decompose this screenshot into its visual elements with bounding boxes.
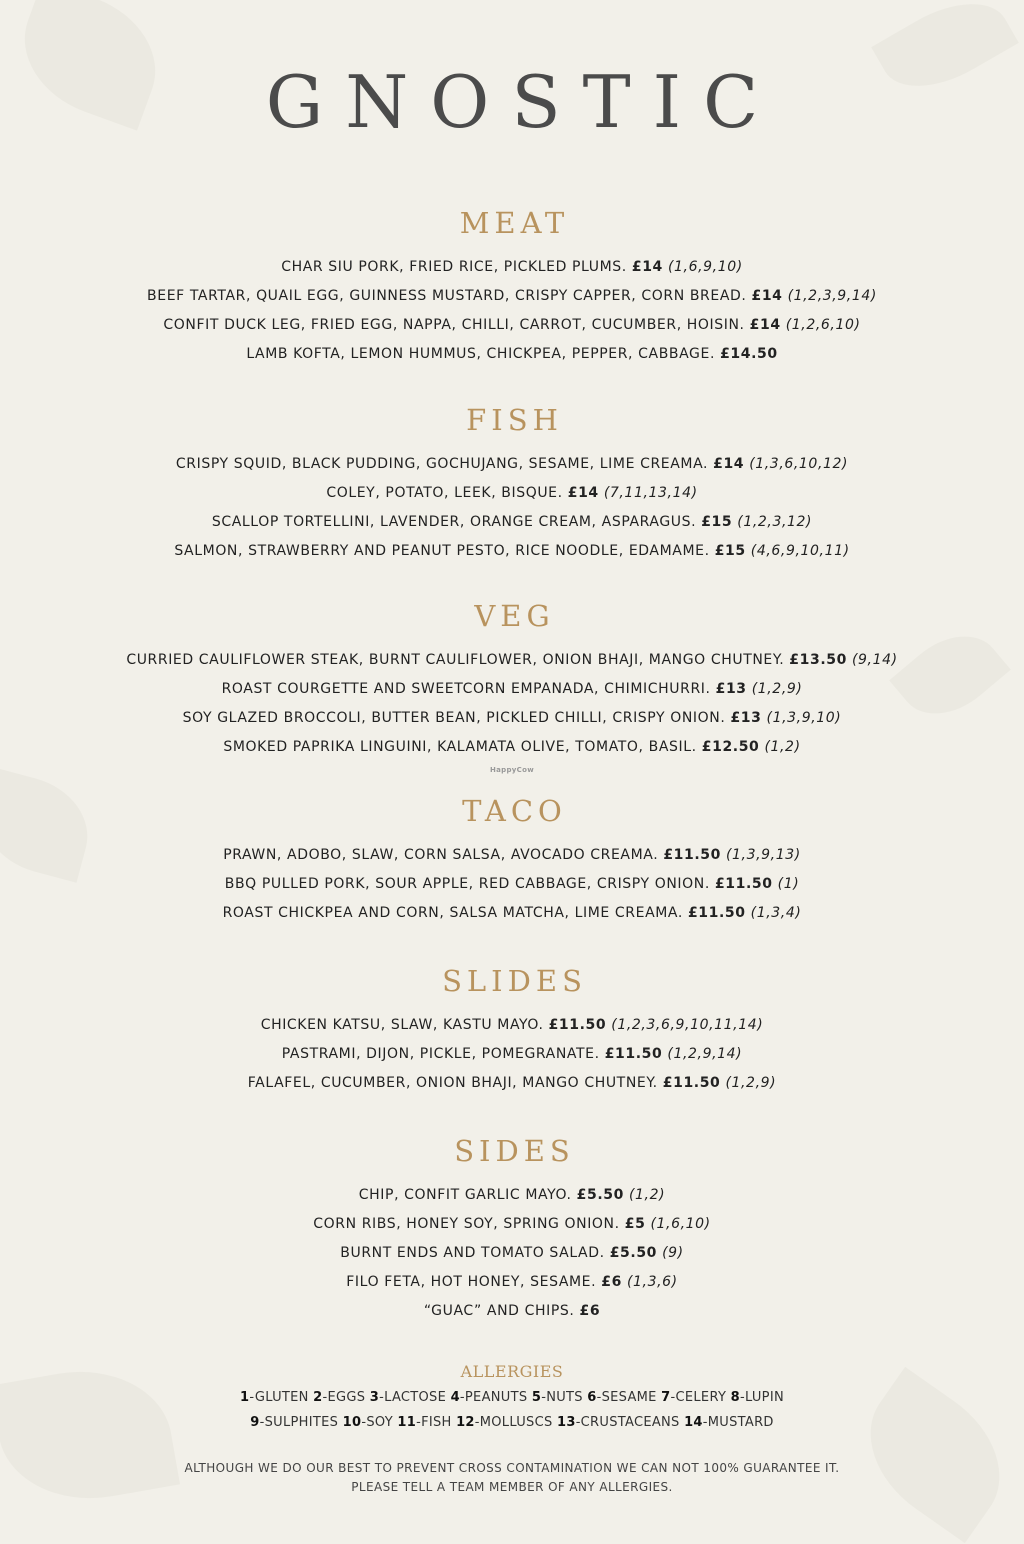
menu-item-price: £13 xyxy=(730,710,762,726)
menu-item-description: ROAST CHICKPEA AND CORN, SALSA MATCHA, LIME CREAMA. xyxy=(222,905,688,921)
menu-item xyxy=(0,1268,1024,1297)
section-heading: SIDES xyxy=(454,1134,575,1168)
watermark: HappyCow xyxy=(490,766,534,774)
menu-item-description: “GUAC” AND CHIPS. xyxy=(423,1303,580,1319)
allergen-number: 13 xyxy=(556,1415,576,1430)
menu-item-description: PASTRAMI, DIJON, PICKLE, POMEGRANATE. xyxy=(281,1046,605,1062)
allergen-number: 6 xyxy=(587,1390,597,1405)
menu-item xyxy=(0,253,1024,282)
allergen-number: 12 xyxy=(456,1415,475,1430)
menu-item xyxy=(0,479,1024,508)
menu-item xyxy=(0,450,1024,479)
menu-item xyxy=(0,282,1024,311)
menu-item-description: SCALLOP TORTELLINI, LAVENDER, ORANGE CREAM, ASPARAGUS. xyxy=(211,514,702,530)
allergen-name: -LUPIN xyxy=(739,1390,784,1405)
allergen-name: -SOY xyxy=(361,1415,393,1430)
disclaimer-line-2: PLEASE TELL A TEAM MEMBER OF ANY ALLERGIES. xyxy=(351,1480,673,1494)
menu-item-description: ROAST COURGETTE AND SWEETCORN EMPANADA, CHIMICHURRI. xyxy=(221,681,716,697)
allergen-number: 5 xyxy=(531,1390,542,1405)
menu-item-description: BURNT ENDS AND TOMATO SALAD. xyxy=(340,1245,610,1261)
menu-item xyxy=(0,1181,1024,1210)
menu-item-description: FILO FETA, HOT HONEY, SESAME. xyxy=(346,1274,602,1290)
menu-section-fish xyxy=(0,402,1024,566)
menu-item-price: £15 xyxy=(701,514,733,530)
menu-item-price: £11.50 xyxy=(604,1046,663,1062)
menu-item-price: £6 xyxy=(601,1274,622,1290)
menu-item-description: CHAR SIU PORK, FRIED RICE, PICKLED PLUMS. xyxy=(281,259,632,275)
allergen-name: -NUTS xyxy=(541,1390,583,1405)
menu-item xyxy=(0,1069,1024,1098)
menu-item-allergen-codes: (1,2,3,6,9,10,11,14) xyxy=(606,1017,764,1033)
menu-item xyxy=(0,1297,1024,1326)
menu-item-description: FALAFEL, CUCUMBER, ONION BHAJI, MANGO CHUTNEY. xyxy=(247,1075,663,1091)
allergen-number: 9 xyxy=(250,1415,260,1430)
menu-item-price: £14 xyxy=(749,317,781,333)
menu-item-price: £14 xyxy=(751,288,783,304)
allergies-line-1 xyxy=(0,1390,1024,1405)
menu-item-price: £11.50 xyxy=(714,876,773,892)
menu-item-allergen-codes: (1,2,3,12) xyxy=(732,514,813,530)
menu-section-veg xyxy=(0,598,1024,762)
menu-item-allergen-codes: (1) xyxy=(772,876,800,892)
allergen-number: 14 xyxy=(684,1415,703,1430)
section-heading: TACO xyxy=(462,794,567,828)
allergen-number: 2 xyxy=(313,1390,323,1405)
menu-item-price: £11.50 xyxy=(687,905,746,921)
allergen-name: -SESAME xyxy=(596,1390,657,1405)
menu-section-slides xyxy=(0,963,1024,1098)
allergen-name: -SULPHITES xyxy=(259,1415,339,1430)
menu-item-price: £5.50 xyxy=(609,1245,658,1261)
menu-item-allergen-codes: (1,3,4) xyxy=(745,905,802,921)
menu-item-description: CHIP, CONFIT GARLIC MAYO. xyxy=(358,1187,577,1203)
allergen-number: 7 xyxy=(661,1390,671,1405)
restaurant-title: GNOSTIC xyxy=(265,60,781,144)
allergen-name: -GLUTEN xyxy=(249,1390,309,1405)
menu-item xyxy=(0,899,1024,928)
menu-item-price: £14 xyxy=(567,485,599,501)
menu-item-allergen-codes: (7,11,13,14) xyxy=(598,485,698,501)
menu-item-description: CRISPY SQUID, BLACK PUDDING, GOCHUJANG, SESAME, LIME CREAMA. xyxy=(175,456,714,472)
menu-item-price: £5 xyxy=(624,1216,646,1232)
menu-item-price: £14.50 xyxy=(720,346,778,362)
menu-item-allergen-codes: (1,2,9) xyxy=(720,1075,777,1091)
menu-item-allergen-codes: (1,6,9,10) xyxy=(662,259,743,275)
menu-item-description: COLEY, POTATO, LEEK, BISQUE. xyxy=(326,485,568,501)
menu-item-price: £5.50 xyxy=(576,1187,624,1203)
menu-item-allergen-codes: (1,3,9,13) xyxy=(720,847,801,863)
allergen-number: 1 xyxy=(240,1390,250,1405)
allergies-line-2 xyxy=(0,1415,1024,1430)
menu-item-description: SOY GLAZED BROCCOLI, BUTTER BEAN, PICKLED CHILLI, CRISPY ONION. xyxy=(182,710,731,726)
menu-item-description: LAMB KOFTA, LEMON HUMMUS, CHICKPEA, PEPPER, CABBAGE. xyxy=(246,346,721,362)
allergen-number: 8 xyxy=(730,1390,740,1405)
menu-item-price: £12.50 xyxy=(701,739,760,755)
menu-item-price: £13 xyxy=(715,681,747,697)
allergen-name: -LACTOSE xyxy=(379,1390,447,1405)
menu-item-price: £14 xyxy=(631,259,663,275)
allergies-heading: ALLERGIES xyxy=(460,1362,564,1381)
menu-item xyxy=(0,537,1024,566)
menu-item-description: BEEF TARTAR, QUAIL EGG, GUINNESS MUSTARD, CRISPY CAPPER, CORN BREAD. xyxy=(147,288,752,304)
menu-item-description: PRAWN, ADOBO, SLAW, CORN SALSA, AVOCADO CREAMA. xyxy=(223,847,664,863)
menu-item-description: SALMON, STRAWBERRY AND PEANUT PESTO, RICE NOODLE, EDAMAME. xyxy=(174,543,715,559)
section-heading: MEAT xyxy=(459,206,570,240)
menu-item-price: £13.50 xyxy=(789,652,847,668)
allergen-name: -EGGS xyxy=(322,1390,366,1405)
allergen-name: -FISH xyxy=(416,1415,452,1430)
menu-item xyxy=(0,646,1024,675)
menu-item xyxy=(0,1011,1024,1040)
allergen-name: -CRUSTACEANS xyxy=(575,1415,680,1430)
allergen-number: 11 xyxy=(397,1415,417,1430)
section-heading: FISH xyxy=(466,403,563,437)
menu-item-allergen-codes: (1,3,6) xyxy=(621,1274,678,1290)
disclaimer-line-1: ALTHOUGH WE DO OUR BEST TO PREVENT CROSS CONTAMINATION WE CAN NOT 100% GUARANTEE IT. xyxy=(184,1461,840,1475)
allergen-name: -MOLLUSCS xyxy=(474,1415,553,1430)
allergen-name: -PEANUTS xyxy=(459,1390,528,1405)
menu-item xyxy=(0,733,1024,762)
menu-item-allergen-codes: (1,2) xyxy=(759,739,801,755)
menu-item xyxy=(0,841,1024,870)
menu-item-allergen-codes: (9,14) xyxy=(846,652,898,668)
menu-section-taco xyxy=(0,793,1024,928)
menu-section-meat xyxy=(0,205,1024,369)
menu-item xyxy=(0,870,1024,899)
section-heading: VEG xyxy=(474,599,555,633)
menu-item xyxy=(0,340,1024,369)
menu-item-price: £14 xyxy=(713,456,745,472)
menu-item xyxy=(0,508,1024,537)
menu-item-allergen-codes: (1,2,9) xyxy=(746,681,803,697)
menu-item-description: CURRIED CAULIFLOWER STEAK, BURNT CAULIFLOWER, ONION BHAJI, MANGO CHUTNEY. xyxy=(126,652,790,668)
menu-item-price: £11.50 xyxy=(662,1075,721,1091)
menu-item-price: £6 xyxy=(579,1303,601,1319)
menu-item-allergen-codes: (1,2,9,14) xyxy=(662,1046,743,1062)
allergen-name: -CELERY xyxy=(670,1390,727,1405)
menu-item-allergen-codes: (1,2,3,9,14) xyxy=(782,288,877,304)
menu-item-allergen-codes: (1,3,9,10) xyxy=(761,710,842,726)
menu-item xyxy=(0,675,1024,704)
menu-item-description: BBQ PULLED PORK, SOUR APPLE, RED CABBAGE, CRISPY ONION. xyxy=(224,876,715,892)
allergen-number: 3 xyxy=(369,1390,380,1405)
menu-item xyxy=(0,1239,1024,1268)
menu-item xyxy=(0,704,1024,733)
menu-item xyxy=(0,1210,1024,1239)
menu-item-price: £11.50 xyxy=(548,1017,607,1033)
menu-item-allergen-codes: (1,2) xyxy=(623,1187,666,1203)
menu-item xyxy=(0,311,1024,340)
menu-item-allergen-codes: (1,6,10) xyxy=(645,1216,711,1232)
section-heading: SLIDES xyxy=(442,964,587,998)
menu-item-allergen-codes: (1,2,6,10) xyxy=(780,317,861,333)
menu-item-allergen-codes: (4,6,9,10,11) xyxy=(745,543,850,559)
allergen-number: 4 xyxy=(450,1390,460,1405)
allergen-number: 10 xyxy=(342,1415,362,1430)
menu-item-price: £11.50 xyxy=(663,847,721,863)
menu-item-description: SMOKED PAPRIKA LINGUINI, KALAMATA OLIVE, TOMATO, BASIL. xyxy=(223,739,702,755)
menu-item-description: CONFIT DUCK LEG, FRIED EGG, NAPPA, CHILLI, CARROT, CUCUMBER, HOISIN. xyxy=(163,317,750,333)
menu-item xyxy=(0,1040,1024,1069)
menu-item-allergen-codes: (1,3,6,10,12) xyxy=(744,456,849,472)
menu-item-description: CORN RIBS, HONEY SOY, SPRING ONION. xyxy=(313,1216,625,1232)
menu-item-price: £15 xyxy=(714,543,746,559)
menu-item-allergen-codes: (9) xyxy=(657,1245,684,1261)
menu-section-sides xyxy=(0,1133,1024,1326)
allergen-name: -MUSTARD xyxy=(702,1415,774,1430)
menu-item-description: CHICKEN KATSU, SLAW, KASTU MAYO. xyxy=(260,1017,549,1033)
